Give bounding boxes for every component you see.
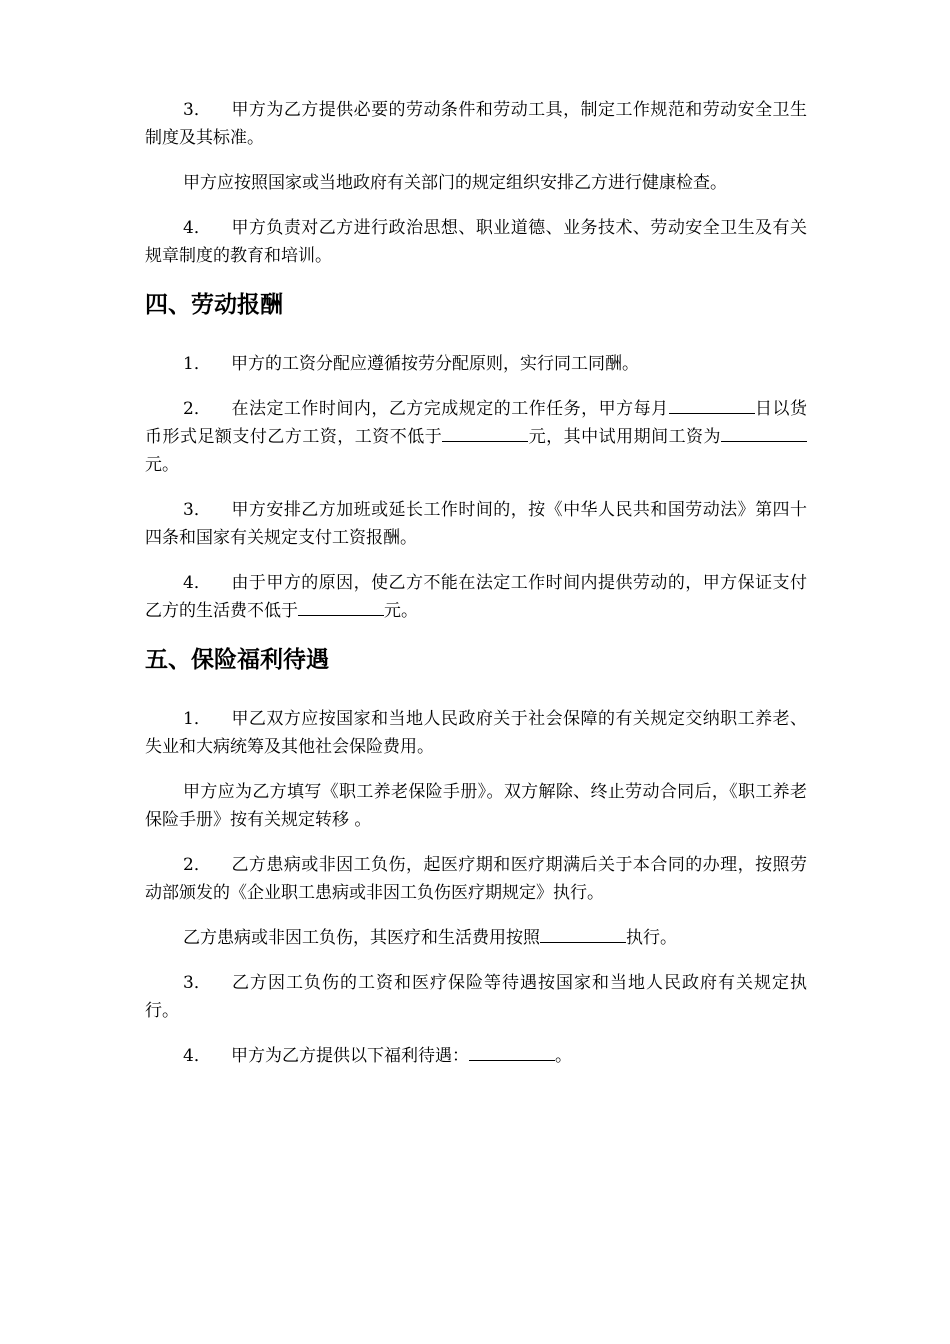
clause-number: 4． <box>183 218 211 238</box>
fill-blank-benefits[interactable] <box>469 1043 555 1061</box>
clause-text: 甲方为乙方提供以下福利待遇： <box>231 1046 469 1066</box>
clause-text: 元。 <box>145 455 179 475</box>
clause-text: 甲方负责对乙方进行政治思想、职业道德、业务技术、劳动安全卫生及有关规章制度的教育和培训。 <box>145 218 807 266</box>
clause-number: 1． <box>183 709 211 729</box>
fill-blank-pay-day[interactable] <box>669 396 755 414</box>
clause-text: 甲方应为乙方填写《职工养老保险手册》。双方解除、终止劳动合同后，《职工养老保险手册》按有关规定转移 。 <box>145 782 807 830</box>
insurance-clause-1 <box>145 705 807 761</box>
clause-text: 甲方为乙方提供必要的劳动条件和劳动工具，制定工作规范和劳动安全卫生制度及其标准。 <box>145 100 807 148</box>
insurance-medical-cost <box>145 924 807 952</box>
clause-4-training <box>145 214 807 270</box>
insurance-clause-4 <box>145 1042 807 1070</box>
clause-text: 甲乙双方应按国家和当地人民政府关于社会保障的有关规定交纳职工养老、失业和大病统筹及其他社会保险费用。 <box>145 709 807 757</box>
clause-text: 由于甲方的原因，使乙方不能在法定工作时间内提供劳动的，甲方保证支付乙方的生活费不低于 <box>145 573 807 621</box>
clause-health-check <box>145 169 807 197</box>
clause-text: 甲方安排乙方加班或延长工作时间的，按《中华人民共和国劳动法》第四十四条和国家有关规定支付工资报酬。 <box>145 500 807 548</box>
clause-number: 3． <box>183 100 211 120</box>
clause-text: 甲方应按照国家或当地政府有关部门的规定组织安排乙方进行健康检查。 <box>183 173 727 193</box>
fill-blank-living-allowance[interactable] <box>298 598 384 616</box>
clause-text: 甲方的工资分配应遵循按劳分配原则，实行同工同酬。 <box>231 354 639 374</box>
clause-text: 日以货币形式足额支付乙方工资，工资不低于 <box>145 399 808 447</box>
clause-text: 执行。 <box>626 928 677 948</box>
clause-text: 在法定工作时间内，乙方完成规定的工作任务，甲方每月 <box>231 399 669 419</box>
clause-number: 1． <box>183 354 211 374</box>
section-heading-insurance: 五、保险福利待遇 <box>145 647 329 673</box>
clause-number: 4． <box>183 573 211 593</box>
insurance-handbook <box>145 778 807 834</box>
clause-3-conditions <box>145 96 807 152</box>
insurance-clause-2 <box>145 851 807 907</box>
fill-blank-medical-basis[interactable] <box>540 925 626 943</box>
fill-blank-probation-wage[interactable] <box>721 424 807 442</box>
remuneration-clause-4 <box>145 569 807 625</box>
section-heading-remuneration: 四、劳动报酬 <box>145 292 283 318</box>
clause-number: 3． <box>183 500 211 520</box>
insurance-clause-3 <box>145 969 807 1025</box>
clause-text: 元，其中试用期间工资为 <box>528 427 722 447</box>
remuneration-clause-1 <box>145 350 807 378</box>
clause-text: 乙方患病或非因工负伤，其医疗和生活费用按照 <box>183 928 540 948</box>
clause-number: 4． <box>183 1046 211 1066</box>
document-page <box>145 96 807 1087</box>
remuneration-clause-3 <box>145 496 807 552</box>
clause-number: 3． <box>183 973 211 993</box>
clause-text: 。 <box>555 1046 572 1066</box>
fill-blank-min-wage[interactable] <box>442 424 528 442</box>
clause-number: 2． <box>183 399 211 419</box>
remuneration-clause-2 <box>145 395 807 479</box>
clause-text: 乙方因工负伤的工资和医疗保险等待遇按国家和当地人民政府有关规定执行。 <box>145 973 807 1021</box>
clause-text: 乙方患病或非因工负伤，起医疗期和医疗期满后关于本合同的办理，按照劳动部颁发的《企业职工患病或非因工负伤医疗期规定》执行。 <box>145 855 807 903</box>
clause-text: 元。 <box>384 601 418 621</box>
clause-number: 2． <box>183 855 211 875</box>
